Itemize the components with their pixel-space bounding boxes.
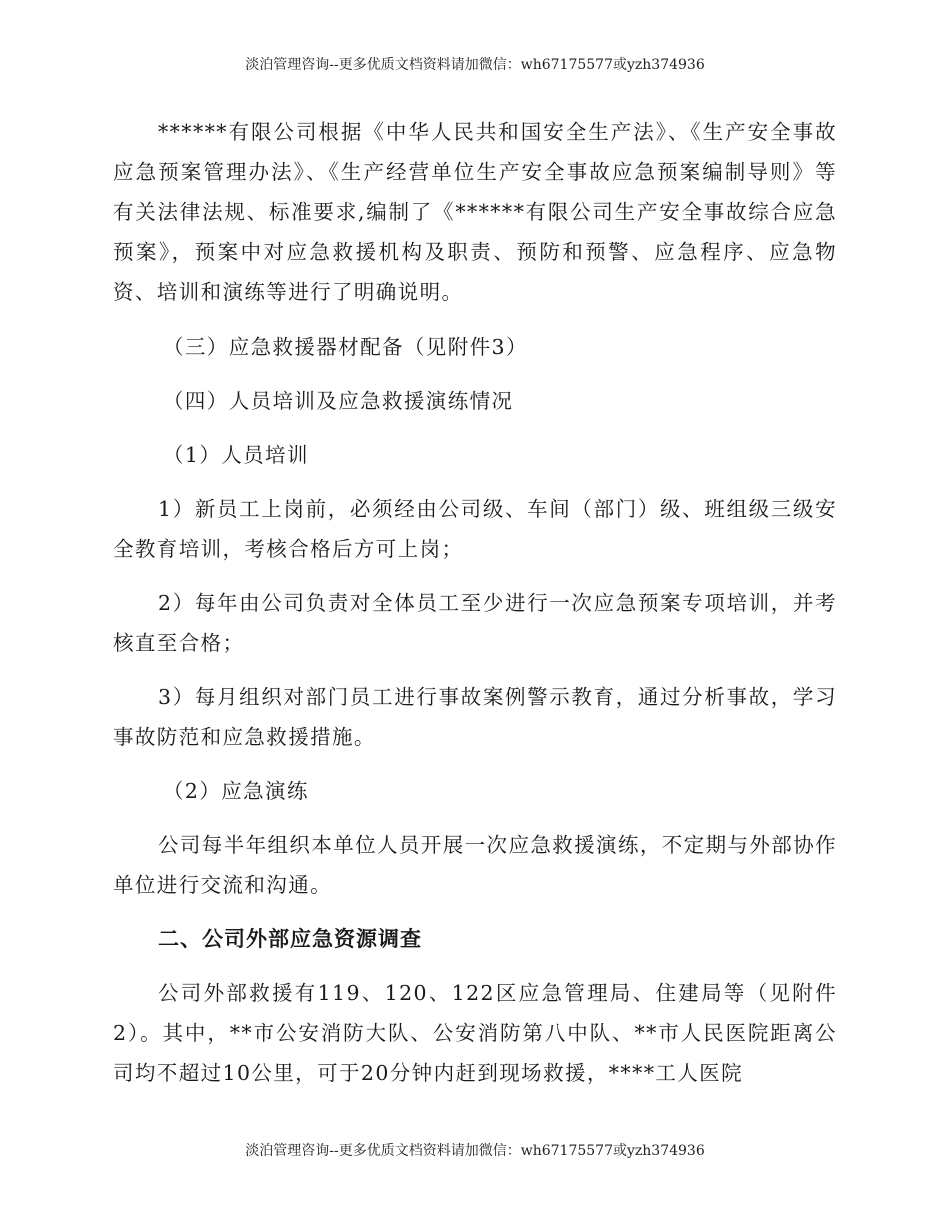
training-item-2: 2）每年由公司负责对全体员工至少进行一次应急预案专项培训，并考核直至合格； bbox=[113, 591, 837, 655]
subheading-personnel-training: （1）人员培训 bbox=[163, 443, 309, 467]
page-header: 淡泊管理咨询--更多优质文档资料请加微信：wh67175577或yzh374936 bbox=[245, 57, 705, 73]
training-item-1: 1）新员工上岗前，必须经由公司级、车间（部门）级、班组级三级安全教育培训，考核合格后方可上岗； bbox=[113, 497, 837, 561]
training-item-3: 3）每月组织对部门员工进行事故案例警示教育，通过分析事故，学习事故防范和应急救援措施。 bbox=[113, 685, 837, 749]
page-footer: 淡泊管理咨询--更多优质文档资料请加微信：wh67175577或yzh374936 bbox=[245, 1143, 705, 1159]
heading-training-drills: （四）人员培训及应急救援演练情况 bbox=[163, 389, 514, 413]
intro-paragraph: ******有限公司根据《中华人民共和国安全生产法》、《生产安全事故应急预案管理办法》、《生产经营单位生产安全事故应急预案编制导则》等有关法律法规、标准要求,编制了《******有限公司生产安全事故综合应急预案》，预案中对应急救援机构及职责、预防和预警、应急程序、应急物资、培训和演练等进行了明确说明。 bbox=[113, 120, 837, 304]
document-body bbox=[113, 112, 837, 1107]
external-resources-paragraph: 公司外部救援有119、120、122区应急管理局、住建局等（见附件2）。其中，**市公安消防大队、公安消防第八中队、**市人民医院距离公司均不超过10公里，可于20分钟内赶到现场救援，****工人医院 bbox=[113, 981, 837, 1085]
subheading-emergency-drill: （2）应急演练 bbox=[163, 779, 309, 803]
section-title-external-resources: 二、公司外部应急资源调查 bbox=[158, 927, 422, 951]
drill-paragraph: 公司每半年组织本单位人员开展一次应急救援演练，不定期与外部协作单位进行交流和沟通。 bbox=[113, 833, 837, 897]
heading-equipment: （三）应急救援器材配备（见附件3） bbox=[163, 335, 528, 359]
